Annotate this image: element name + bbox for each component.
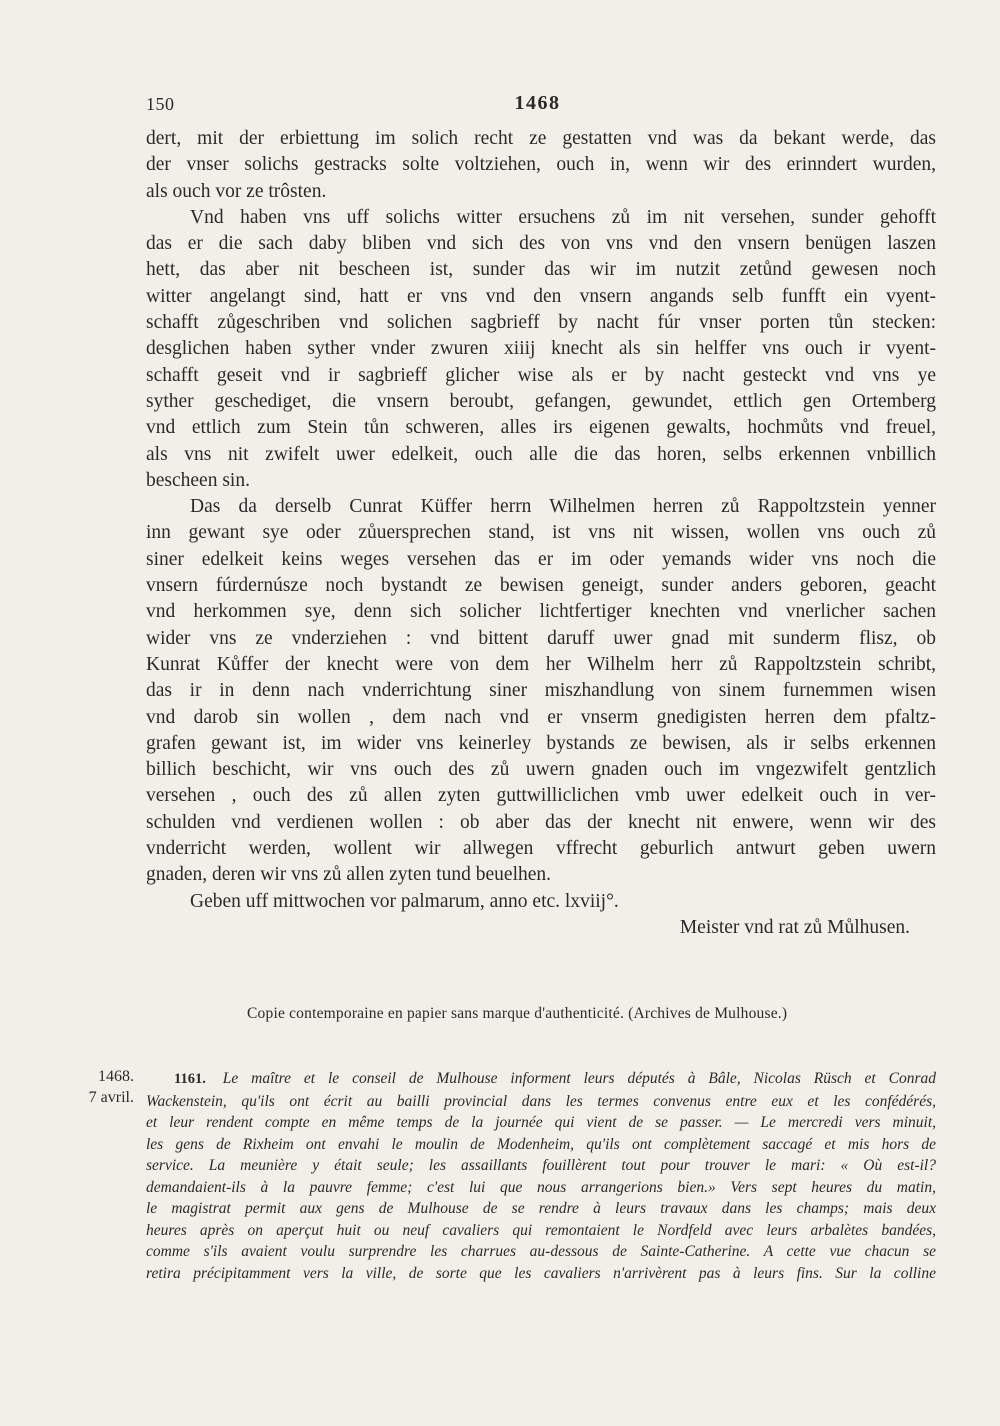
text-line: vnd ettlich zum Stein tůn schweren, alles irs eigenen gewalts, hochmůts vnd freuel, [146,417,936,439]
text-line: vnd darob sin wollen , dem nach vnd er vnserm gnedigisten herren dem pfaltz- [146,706,936,728]
text-line: syther geschediget, die vnsern beroubt, gefangen, gewundet, ettlich gen Ortemberg [146,390,936,412]
running-header-year: 1468 [514,92,561,114]
text-line: schulden vnd verdienen wollen : ob aber das der knecht nit enwere, wenn wir des [146,811,936,833]
entry-number: 1161. [174,1071,206,1087]
text-line: hett, das aber nit bescheen ist, sunder das wir im nutzit zetůnd gewesen noch [146,259,936,281]
text-line: billich beschicht, wir vns ouch des zů uwern gnaden ouch im vngezwifelt gentzlich [146,759,936,781]
entry-line: retira précipitamment vers la ville, de sorte que les cavaliers n'arrivèrent pas à leurs fins. Sur la colline [146,1264,936,1282]
text-line: gnaden, deren wir vns zů allen zyten tund beuelhen. [146,864,552,886]
page-number: 150 [146,94,175,114]
margin-date-day: 7 avril. [88,1089,134,1106]
text-line: versehen , ouch des zů allen zyten guttwilliclichen vmb uwer edelkeit ouch in ver- [146,785,936,807]
entry-line: et leur rendent compte en même temps de la journée qui vient de se passer. — Le mercredi vers minuit, [146,1114,936,1131]
entry-line: les gens de Rixheim ont envahi le moulin de Modenheim, qu'ils ont complètement saccagé et mis hors de [146,1135,936,1153]
entry-line: comme s'ils avaient voulu surprendre les charrues au-dessous de Sainte-Catherine. A cette vue chacun se [146,1243,936,1260]
text-line: vnd herkommen sye, denn sich solicher lichtfertiger knechten vnd vnerlicher sachen [146,601,936,623]
text-line: vnderricht werden, wollent wir allwegen vffrecht geburlich antwurt geben uwern [146,838,936,860]
text-line: Das da derselb Cunrat Küffer herrn Wilhelmen herren zů Rappoltzstein yenner [190,496,936,518]
signature-line: Meister vnd rat zů Můlhusen. [679,916,910,938]
entry-line: demandaient-ils à la pauvre femme; c'est lui que nous arrangerions bien.» Vers sept heures du matin, [146,1178,936,1196]
text-line: Vnd haben vns uff solichs witter ersuchens zů im nit versehen, sunder gehofft [190,206,936,228]
letter-body [146,126,936,941]
text-line: schafft zůgeschriben vnd solichen sagbrieff by nacht fúr vnser porten tůn stecken: [146,312,936,334]
text-line: wider vns ze vnderziehen : vnd bittent daruff uwer gnad mit sunderm flisz, ob [146,627,936,649]
margin-date-year: 1468. [98,1068,134,1085]
text-line: siner edelkeit keins weges versehen das er im oder yemands wider vns noch die [146,548,936,570]
entry-line: heures après on aperçut huit ou neuf cavaliers qui remontaient le Nordfeld avec leurs arbalètes bandées, [146,1221,936,1239]
text-line: bescheen sin. [146,469,250,491]
text-line: grafen gewant ist, im wider vns keinerley bystands ze bewisen, als ir selbs erkennen [146,732,936,754]
text-line: als vns nit zwifelt uwer edelkeit, ouch alle die das horen, selbs erkennen vnbillich [146,443,936,465]
text-line: vnsern fúrdernúsze noch bystandt ze bewisen geneigt, sunder anders geboren, geacht [146,575,936,597]
text-line: schafft geseit vnd ir sagbrieff glicher wise als er by nacht gesteckt vnd vns ye [146,364,936,386]
entry-line: Wackenstein, qu'ils ont écrit au bailli provincial dans les termes convenus entre eux et les confédérés, [146,1092,936,1110]
text-line: inn gewant sye oder zůuersprechen stand, ist vns nit wissen, wollen vns ouch zů [146,522,936,544]
text-line: das ir in denn nach vnderrichtung siner miszhandlung von sinem furnemmen wisen [146,680,936,702]
text-line: dert, mit der erbiettung im solich recht ze gestatten vnd was da bekant werde, das [146,128,936,149]
text-line: der vnser solichs gestracks solte voltziehen, ouch in, wenn wir des erinndert wurden, [146,154,936,176]
margin-date [62,1066,134,1108]
entry-line [146,1068,936,1091]
text-line: desglichen haben syther vnder zwuren xiiij knecht als sin helffer vns ouch ir vyent- [146,338,936,360]
entry-text: Le maître et le conseil de Mulhouse informent leurs députés à Bâle, Nicolas Rüsch et Conrad [222,1070,937,1087]
text-line: witter angelangt sind, hatt er vns vnd den vnsern angands selb funfft ein vyent- [146,285,936,307]
text-line: das er die sach daby bliben vnd sich des von vns vnd den vnsern benügen laszen [146,233,936,255]
text-line: als ouch vor ze trôsten. [146,180,327,202]
document-entry-summary [146,1068,936,1284]
dating-clause: Geben uff mittwochen vor palmarum, anno etc. lxviij°. [190,890,619,912]
text-line: Kunrat Kůffer der knecht were von dem her Wilhelm herr zů Rappoltzstein schribt, [146,653,936,675]
entry-line: service. La meunière y était seule; les assaillants fouillèrent tout pour trouver le mari: « Où est-il? [146,1157,936,1174]
entry-line: le magistrat permit aux gens de Mulhouse de se rendre à leurs travaux dans les champs; mais deux [146,1200,936,1217]
source-note: Copie contemporaine en papier sans marque d'authenticité. (Archives de Mulhouse.) [247,1005,788,1022]
